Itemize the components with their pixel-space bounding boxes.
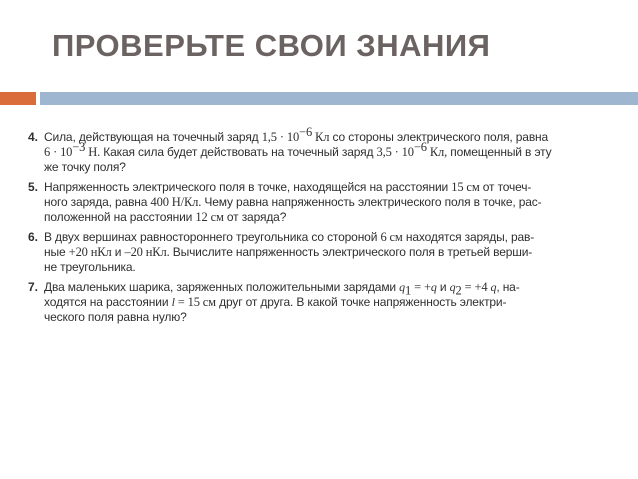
problem-6 <box>28 230 628 275</box>
problem-text: Сила, действующая на точечный заряд $1,5 \cdot 10^{-6}$ Кл со стороны электрического поля, равна $6 \cdot 10^{-3}$ Н. Какая сила будет действовать на точечный заряд $3,5 \cdot 10^{-6}$ Кл, помещенный в эту же точку поля? <box>44 125 552 174</box>
problem-5 <box>28 180 628 225</box>
problem-number: 7. <box>28 280 39 294</box>
header-divider-bar <box>40 92 638 105</box>
problem-4 <box>28 125 628 175</box>
problem-number: 5. <box>28 180 39 194</box>
problem-number: 6. <box>28 230 39 244</box>
problem-text: Напряженность электрического поля в точке, находящейся на расстоянии 15 см от точеч- ного заряда, равна 400 Н/Кл. Чему равна напряженность электрического поля в точке, рас- положенной на расстоянии 12 см от заряда? <box>44 180 542 224</box>
problem-number: 4. <box>28 130 39 144</box>
problem-text: В двух вершинах равностороннего треугольника со стороной 6 см находятся заряды, рав- ные +20 нКл и –20 нКл. Вычислите напряженность электрического поля в третьей верши- не треугольника. <box>44 230 535 274</box>
page-title: ПРОВЕРЬТЕ СВОИ ЗНАНИЯ <box>52 28 491 63</box>
problem-text: Два маленьких шарика, заряженных положительными зарядами $q_1 = +q$ и $q_2 = +4$ q, на- ходятся на расстоянии l = 15 см друг от друга. В какой точке напряженность электри- ческого поля равна нулю? <box>44 280 520 324</box>
problem-list <box>28 125 628 330</box>
problem-7 <box>28 280 628 325</box>
accent-bar <box>0 92 36 105</box>
